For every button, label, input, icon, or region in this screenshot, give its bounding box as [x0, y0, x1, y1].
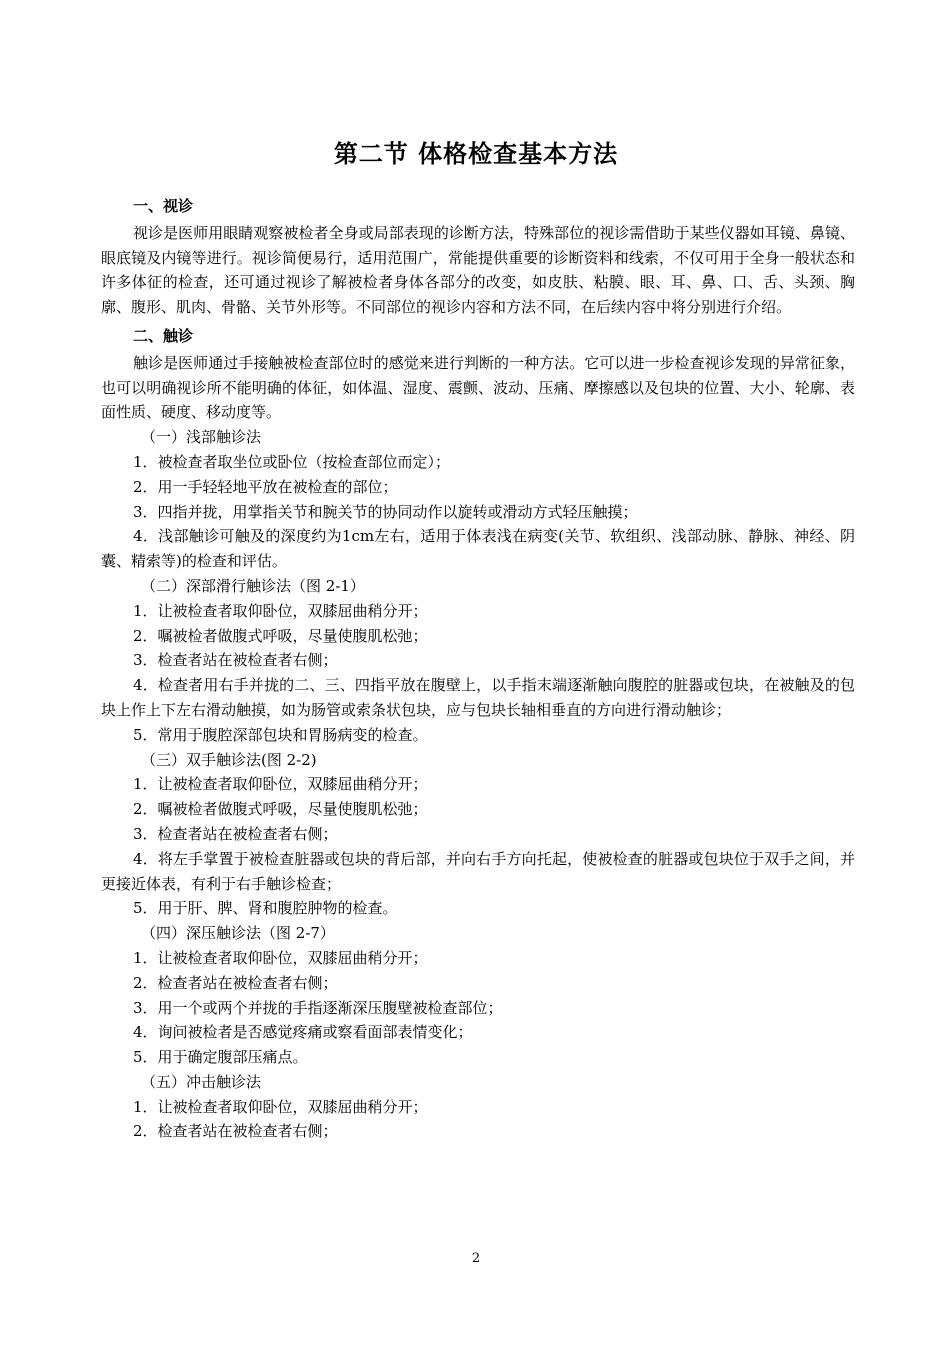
list-item: 3．四指并拢，用掌指关节和腕关节的协同动作以旋转或滑动方式轻压触摸； — [133, 502, 638, 521]
subsection-title-ballottement-palpation: （五）冲击触诊法 — [141, 1072, 262, 1091]
list-item: 2．检查者站在被检查者右侧； — [133, 1122, 338, 1141]
list-item: 1．让被检查者取仰卧位，双膝屈曲稍分开； — [133, 601, 428, 620]
page-number: 2 — [471, 1251, 481, 1266]
list-item: 2．检查者站在被检查者右侧； — [133, 973, 338, 992]
subsection-title-light-palpation: （一）浅部触诊法 — [141, 428, 262, 447]
section-heading-inspection: 一、视诊 — [133, 197, 194, 215]
subsection-title-deep-slipping-palpation: （二）深部滑行触诊法（图 2-1） — [141, 576, 365, 595]
list-item: 1．让被检查者取仰卧位，双膝屈曲稍分开； — [133, 775, 428, 794]
list-item: 4．检查者用右手并拢的二、三、四指平放在腹壁上，以手指末端逐渐触向腹腔的脏器或包块，在被触及的包块上作上下左右滑动触摸，如为肠管或索条状包块，应与包块长轴相垂直的方向进行滑动触诊； — [101, 676, 855, 719]
list-item: 4．浅部触诊可触及的深度约为1cm左右，适用于体表浅在病变(关节、软组织、浅部动脉、静脉、神经、阴囊、精索等)的检查和评估。 — [101, 527, 855, 571]
page-title: 第二节 体格检查基本方法 — [333, 139, 619, 168]
list-item: 2．用一手轻轻地平放在被检查的部位； — [133, 477, 398, 496]
document-body — [101, 194, 855, 1144]
section-paragraph-palpation: 触诊是医师通过手接触被检查部位时的感觉来进行判断的一种方法。它可以进一步检查视诊发现的异常征象，也可以明确视诊所不能明确的体征，如体温、湿度、震颤、波动、压痛、摩擦感以及包块的位置、大小、轮廓、表面性质、硬度、移动度等。 — [101, 353, 855, 422]
list-item: 5．用于肝、脾、肾和腹腔肿物的检查。 — [133, 899, 398, 918]
list-item: 3．用一个或两个并拢的手指逐渐深压腹壁被检查部位； — [133, 998, 503, 1017]
list-item: 1．让被检查者取仰卧位，双膝屈曲稍分开； — [133, 1097, 428, 1116]
section-paragraph-inspection: 视诊是医师用眼睛观察被检者全身或局部表现的诊断方法，特殊部位的视诊需借助于某些仪器如耳镜、鼻镜、眼底镜及内镜等进行。视诊简便易行，适用范围广，常能提供重要的诊断资料和线索，不仅可用于全身一般状态和许多体征的检查，还可通过视诊了解被检者身体各部分的改变，如皮肤、粘膜、眼、耳、鼻、口、舌、头颈、胸廓、腹形、肌肉、骨骼、关节外形等。不同部位的视诊内容和方法不同，在后续内容中将分别进行介绍。 — [101, 223, 855, 317]
list-item: 3．检查者站在被检查者右侧； — [133, 651, 338, 670]
list-item: 4．询问被检者是否感觉疼痛或察看面部表情变化； — [133, 1023, 473, 1042]
subsection-title-deep-press-palpation: （四）深压触诊法（图 2-7） — [141, 924, 335, 943]
list-item: 2．嘱被检者做腹式呼吸，尽量使腹肌松弛； — [133, 800, 428, 819]
section-heading-palpation: 二、触诊 — [133, 326, 194, 345]
list-item: 1．让被检查者取仰卧位，双膝屈曲稍分开； — [133, 948, 428, 967]
list-item: 5．常用于腹腔深部包块和胃肠病变的检查。 — [133, 725, 428, 744]
list-item: 2．嘱被检者做腹式呼吸，尽量使腹肌松弛； — [133, 626, 428, 645]
subsection-title-bimanual-palpation: （三）双手触诊法(图 2-2) — [141, 750, 317, 769]
list-item: 5．用于确定腹部压痛点。 — [133, 1048, 308, 1067]
list-item: 3．检查者站在被检查者右侧； — [133, 824, 338, 843]
list-item: 4．将左手掌置于被检查脏器或包块的背后部，并向右手方向托起，使被检查的脏器或包块位于双手之间，并更接近体表，有利于右手触诊检查； — [101, 849, 855, 893]
list-item: 1．被检查者取坐位或卧位（按检查部位而定）； — [133, 452, 451, 471]
